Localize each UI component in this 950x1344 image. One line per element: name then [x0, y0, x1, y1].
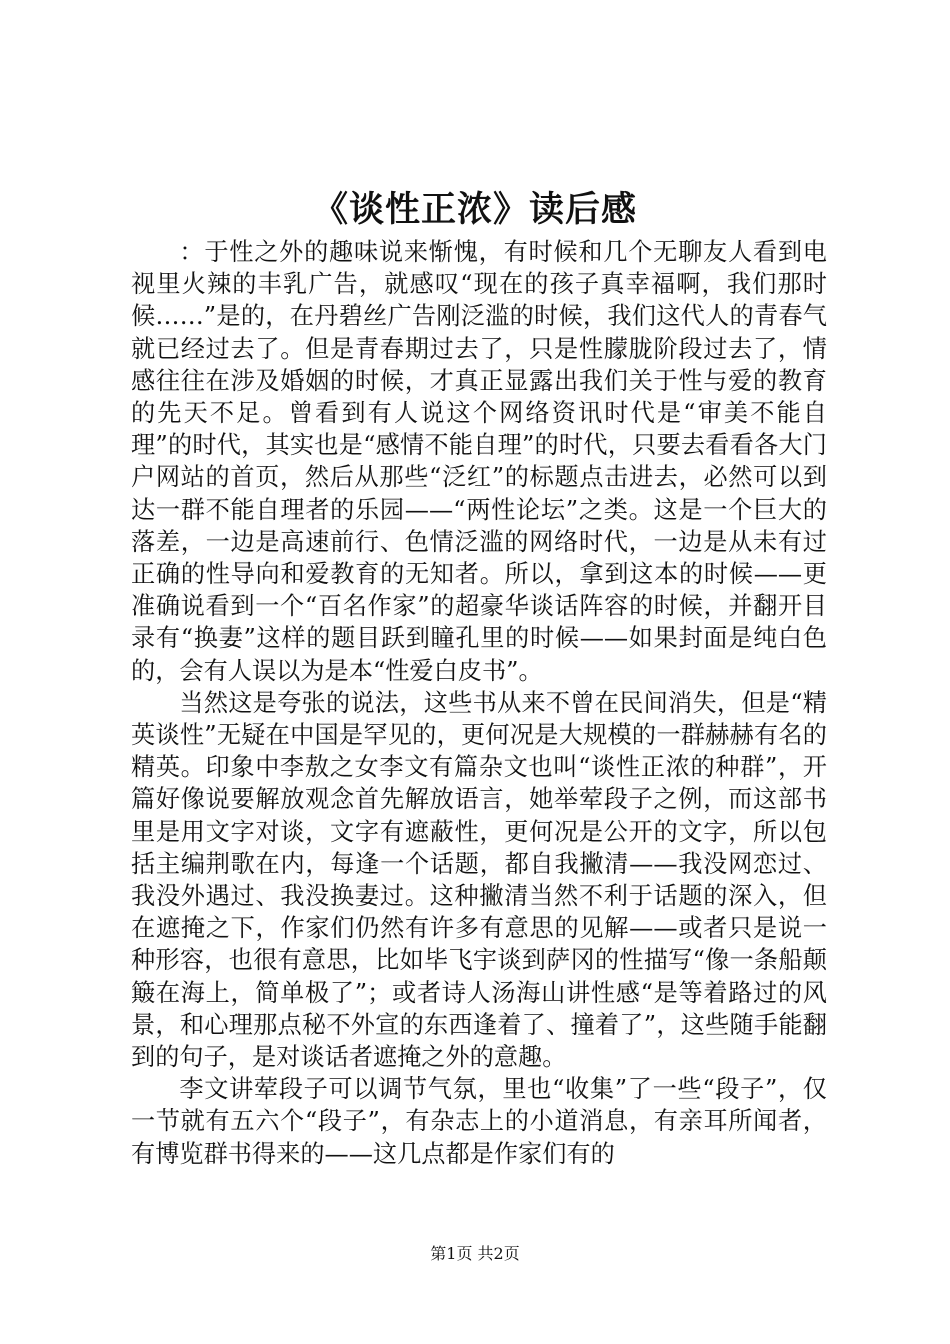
paragraph-1: ：于性之外的趣味说来惭愧，有时候和几个无聊友人看到电视里火辣的丰乳广告，就感叹“现在的孩子真幸福啊，我们那时候……”是的，在丹碧丝广告刚泛滥的时候，我们这代人的青春气就已经过去了。但是青春期过去了，只是性朦胧阶段过去了，情感往往在涉及婚姻的时候，才真正显露出我们关于性与爱的教育的先天不足。曾看到有人说这个网络资讯时代是“审美不能自理”的时代，其实也是“感情不能自理”的时代，只要去看看各大门户网站的首页，然后从那些“泛红”的标题点击进去，必然可以到达一群不能自理者的乐园——“两性论坛”之类。这是一个巨大的落差，一边是高速前行、色情泛滥的网络时代，一边是从未有过正确的性导向和爱教育的无知者。所以，拿到这本的时候——更准确说看到一个“百名作家”的超豪华谈话阵容的时候，并翻开目录有“换妻”这样的题目跃到瞳孔里的时候——如果封面是纯白色的，会有人误以为是本“性爱白皮书”。: [131, 238, 827, 685]
document-title: 《谈性正浓》读后感: [312, 189, 637, 230]
paragraph-3: 李文讲荤段子可以调节气氛，里也“收集”了一些“段子”，仅一节就有五六个“段子”，有杂志上的小道消息，有亲耳所闻者，有博览群书得来的——这几点都是作家们有的: [131, 1075, 827, 1168]
document-body: [131, 236, 827, 1170]
page-number-footer: 第1页 共2页: [430, 1244, 520, 1263]
paragraph-2: 当然这是夸张的说法，这些书从来不曾在民间消失，但是“精英谈性”无疑在中国是罕见的，更何况是大规模的一群赫赫有名的精英。印象中李敖之女李文有篇杂文也叫“谈性正浓的种群”，开篇好像说要解放观念首先解放语言，她举荤段子之例，而这部书里是用文字对谈，文字有遮蔽性，更何况是公开的文字，所以包括主编荆歌在内，每逢一个话题，都自我撇清——我没网恋过、我没外遇过、我没换妻过。这种撇清当然不利于话题的深入，但在遮掩之下，作家们仍然有许多有意思的见解——或者只是说一种形容，也很有意思，比如毕飞宇谈到萨冈的性描写“像一条船颠簸在海上，简单极了”；或者诗人汤海山讲性感“是等着路过的风景，和心理那点秘不外宣的东西逢着了、撞着了”，这些随手能翻到的句子，是对谈话者遮掩之外的意趣。: [131, 688, 827, 1072]
